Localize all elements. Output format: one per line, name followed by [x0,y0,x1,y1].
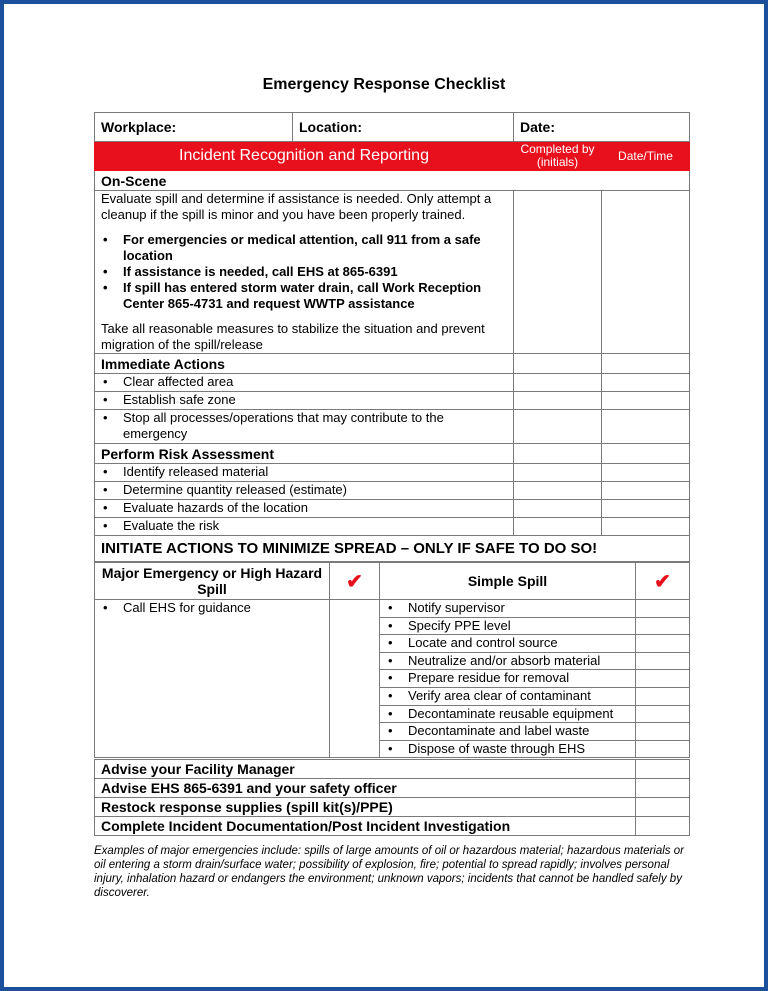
checkmark-icon: ✔ [330,563,380,600]
list-item: • Dispose of waste through EHS [408,741,629,756]
completed-cell[interactable] [514,444,602,464]
table-row [380,635,636,653]
datetime-cell[interactable] [602,392,690,410]
table-row [95,518,514,536]
list-item: • Locate and control source [408,635,629,650]
completed-cell[interactable] [514,392,602,410]
table-row [95,392,514,410]
list-item: • Clear affected area [123,374,507,389]
list-item: • Decontaminate reusable equipment [408,706,629,721]
simple-check-cell[interactable] [636,652,690,670]
onscene-heading: On-Scene [95,171,690,191]
completed-cell[interactable] [514,374,602,392]
table-row [380,652,636,670]
list-item: • Verify area clear of contaminant [408,688,629,703]
footnote: Examples of major emergencies include: spills of large amounts of oil or hazardous material; hazardous materials or oil entering a storm drain/surface water; possibility of explosion, fire; potential to spread rapidly; involves personal injury, inhalation hazard or endangers the environment; unknown vapors; incidents that cannot be handled safely by discoverer. [94,845,684,899]
list-item: • For emergencies or medical attention, call 911 from a safe location [123,232,507,264]
spill-table [94,562,690,758]
table-row [380,600,636,618]
completed-column-header: Completed by (initials) [514,142,602,171]
date-field[interactable]: Date: [514,113,690,142]
final-action: Complete Incident Documentation/Post Incident Investigation [95,817,636,836]
table-row [380,617,636,635]
list-item: • Specify PPE level [408,618,629,633]
table-row [95,464,514,482]
table-row [95,482,514,500]
major-items [95,600,330,758]
completed-cell[interactable] [514,518,602,536]
list-item: • Call EHS for guidance [123,600,323,615]
risk-heading: Perform Risk Assessment [95,444,514,464]
list-item: • Decontaminate and label waste [408,723,629,738]
simple-check-cell[interactable] [636,723,690,741]
list-item: • Evaluate hazards of the location [123,500,507,515]
table-row [95,500,514,518]
final-actions-table [94,759,690,836]
datetime-cell[interactable] [602,191,690,354]
checklist-table [94,112,690,562]
simple-check-cell[interactable] [636,600,690,618]
simple-check-cell[interactable] [636,687,690,705]
datetime-cell[interactable] [602,518,690,536]
final-check-cell[interactable] [636,760,690,779]
table-row [380,670,636,688]
completed-cell[interactable] [514,410,602,444]
list-item: • Prepare residue for removal [408,670,629,685]
immediate-heading: Immediate Actions [95,354,514,374]
list-item: • Determine quantity released (estimate) [123,482,507,497]
completed-cell[interactable] [514,464,602,482]
completed-cell[interactable] [514,354,602,374]
onscene-bullets [101,232,507,312]
table-row [95,410,514,444]
datetime-cell[interactable] [602,464,690,482]
simple-check-cell[interactable] [636,740,690,758]
simple-heading: Simple Spill [380,563,636,600]
list-item: • Stop all processes/operations that may contribute to the emergency [123,410,507,442]
onscene-intro: Evaluate spill and determine if assistance is needed. Only attempt a cleanup if the spill is minor and you have been properly trained. [101,191,492,222]
datetime-cell[interactable] [602,482,690,500]
final-check-cell[interactable] [636,798,690,817]
checkmark-icon: ✔ [636,563,690,600]
list-item: • Notify supervisor [408,600,629,615]
simple-check-cell[interactable] [636,705,690,723]
simple-check-cell[interactable] [636,635,690,653]
list-item: • Evaluate the risk [123,518,507,533]
list-item: • Identify released material [123,464,507,479]
section-banner: Incident Recognition and Reporting [95,142,514,171]
final-action: Restock response supplies (spill kit(s)/PPE) [95,798,636,817]
completed-cell[interactable] [514,500,602,518]
table-row [95,374,514,392]
onscene-outro: Take all reasonable measures to stabilize the situation and prevent migration of the spill/release [101,321,485,352]
location-field[interactable]: Location: [293,113,514,142]
datetime-cell[interactable] [602,374,690,392]
datetime-cell[interactable] [602,444,690,464]
final-check-cell[interactable] [636,779,690,798]
workplace-field[interactable]: Workplace: [95,113,293,142]
onscene-content [95,191,514,354]
major-heading: Major Emergency or High Hazard Spill [95,563,330,600]
final-check-cell[interactable] [636,817,690,836]
major-check-cell[interactable] [330,600,380,758]
table-row [380,705,636,723]
table-row [380,687,636,705]
list-item: • Establish safe zone [123,392,507,407]
datetime-cell[interactable] [602,500,690,518]
completed-cell[interactable] [514,482,602,500]
table-row [380,723,636,741]
datetime-cell[interactable] [602,354,690,374]
table-row [380,740,636,758]
final-action: Advise EHS 865-6391 and your safety officer [95,779,636,798]
list-item: • If spill has entered storm water drain, call Work Reception Center 865-4731 and request WWTP assistance [123,280,507,312]
datetime-cell[interactable] [602,410,690,444]
page-title: Emergency Response Checklist [262,76,506,93]
simple-check-cell[interactable] [636,670,690,688]
list-item: • Neutralize and/or absorb material [408,653,629,668]
final-action: Advise your Facility Manager [95,760,636,779]
list-item: • If assistance is needed, call EHS at 865-6391 [123,264,507,280]
completed-cell[interactable] [514,191,602,354]
initiate-heading: INITIATE ACTIONS TO MINIMIZE SPREAD – ONLY IF SAFE TO DO SO! [95,536,690,562]
datetime-column-header: Date/Time [602,142,690,171]
simple-check-cell[interactable] [636,617,690,635]
